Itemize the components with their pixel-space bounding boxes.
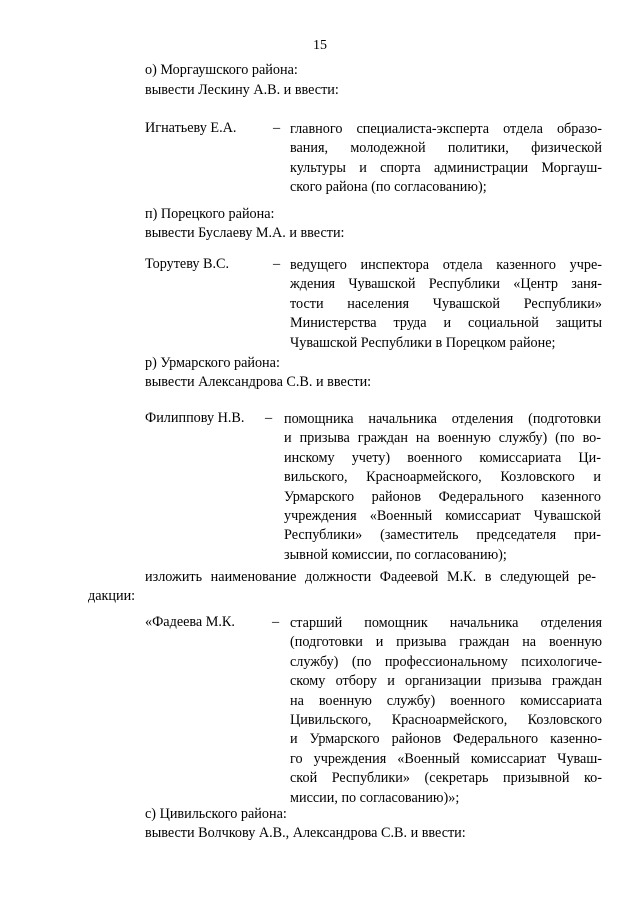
description-line: и Урмарского районов Федерального казенно- xyxy=(290,731,602,748)
page-number: 15 xyxy=(313,38,327,53)
rename-line-1: изложить наименование должности Фадеевой М.К. в следующей ре- xyxy=(145,569,596,585)
section-remove-tsivilsk: вывести Волчкову А.В., Александрова С.В. и ввести: xyxy=(145,825,466,841)
description-line: го учреждения «Военный комиссариат Чуваш- xyxy=(290,750,602,767)
description-line: Чувашской Республики в Порецком районе; xyxy=(290,334,556,351)
description-line: вания, молодежной политики, физической xyxy=(290,140,602,157)
section-remove-poretsk: вывести Буслаеву М.А. и ввести: xyxy=(145,225,345,241)
description-line: ского района (по согласованию); xyxy=(290,179,487,196)
description-line: вильского, Красноармейского, Козловского и xyxy=(284,469,601,486)
description-line: Министерства труда и социальной защиты xyxy=(290,315,602,332)
entry-name-ignatieva: Игнатьеву Е.А. xyxy=(145,120,237,136)
entry-dash: – xyxy=(273,120,281,136)
section-remove-morgaush: вывести Лескину А.В. и ввести: xyxy=(145,82,339,98)
description-line: Цивильского, Красноармейского, Козловского xyxy=(290,712,602,729)
description-line: помощника начальника отделения (подготовки xyxy=(284,411,601,427)
description-line: культуры и спорта администрации Моргауш- xyxy=(290,159,602,176)
section-heading-poretsk: п) Порецкого района: xyxy=(145,206,275,222)
entry-name-filippova: Филиппову Н.В. xyxy=(145,410,245,426)
description-line: главного специалиста-эксперта отдела образо- xyxy=(290,121,602,137)
section-heading-morgaush: о) Моргаушского района: xyxy=(145,62,298,78)
rename-line-2: дакции: xyxy=(88,588,136,605)
description-line: тости населения Чувашской Республики» xyxy=(290,295,602,312)
rename-paragraph xyxy=(88,568,596,607)
description-line: Урмарского районов Федерального казенного xyxy=(284,488,601,505)
description-line: на военную службу) военного комиссариата xyxy=(290,692,602,709)
entry-name-fadeeva: «Фадеева М.К. xyxy=(145,614,235,630)
description-line: ждения Чувашской Республики «Центр заня- xyxy=(290,276,602,293)
entry-dash: – xyxy=(273,256,281,272)
entry-description-fadeeva xyxy=(290,614,602,808)
description-line: зывной комиссии, по согласованию); xyxy=(284,546,507,563)
entry-description-filippova xyxy=(284,410,601,565)
description-line: миссии, по согласованию)»; xyxy=(290,789,460,806)
description-line: ской Республики» (секретарь призывной ко- xyxy=(290,770,602,787)
description-line: (подготовки и призыва граждан на военную xyxy=(290,634,602,651)
description-line: инскому учету) военного комиссариата Ци- xyxy=(284,449,601,466)
section-heading-tsivilsk: с) Цивильского района: xyxy=(145,806,287,822)
description-line: ведущего инспектора отдела казенного учре- xyxy=(290,257,602,273)
entry-name-toruteva: Торутеву В.С. xyxy=(145,256,230,272)
entry-dash: – xyxy=(265,410,273,426)
description-line: старший помощник начальника отделения xyxy=(290,615,602,631)
entry-description-ignatieva xyxy=(290,120,602,198)
entry-description-toruteva xyxy=(290,256,602,353)
description-line: службу) (по профессиональному психологиче- xyxy=(290,653,602,670)
description-line: и призыва граждан на военную службу) (по во- xyxy=(284,430,601,447)
entry-dash: – xyxy=(272,614,280,630)
description-line: скому отбору и организации призыва граждан xyxy=(290,673,602,690)
section-remove-urmar: вывести Александрова С.В. и ввести: xyxy=(145,374,372,390)
description-line: Республики» (заместитель председателя при- xyxy=(284,527,601,544)
section-heading-urmar: р) Урмарского района: xyxy=(145,355,280,371)
description-line: учреждения «Военный комиссариат Чувашской xyxy=(284,508,601,525)
